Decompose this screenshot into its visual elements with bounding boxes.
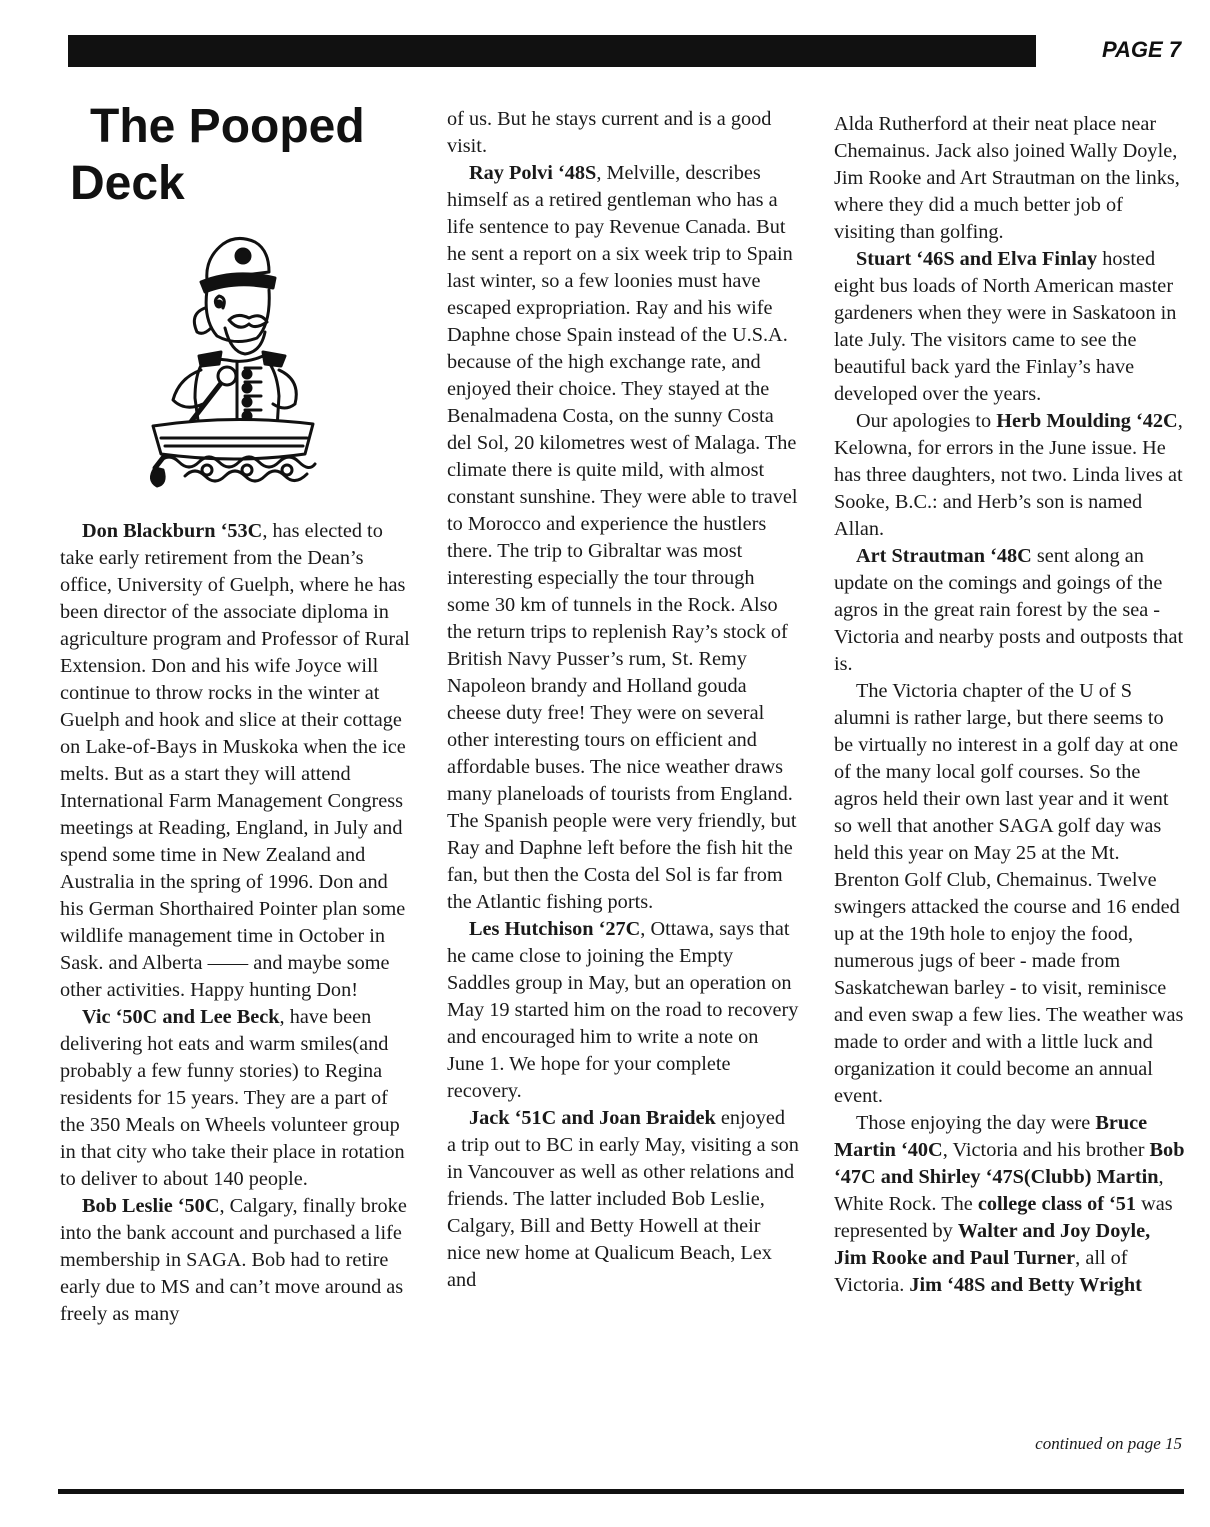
member-name: college class of ‘51 [977, 1193, 1137, 1215]
member-name: Ray Polvi ‘48S [469, 162, 597, 184]
article-paragraph [447, 916, 799, 1105]
paragraph-text: , all of Victoria. [834, 1247, 1128, 1296]
paragraph-text: hosted eight bus loads of North American master gardeners when they were in Saskatoon in late July. The visitors came to see the beautiful back yard the Finlay’s have developed over the years. [834, 248, 1177, 405]
article-paragraph [447, 1105, 799, 1294]
member-name: Walter and Joy Doyle, Jim Rooke and Paul Turner [834, 1220, 1151, 1269]
header-rule [68, 35, 1036, 67]
article-paragraph [834, 678, 1186, 1110]
article-paragraph [447, 106, 799, 160]
paragraph-text: sent along an update on the comings and goings of the agros in the great rain forest by the sea - Victoria and nearby posts and outposts that is. [834, 545, 1184, 675]
paragraph-text: , Melville, describes himself as a retired gentleman who has a life sentence to pay Revenue Canada. But he sent a report on a six week trip to Spain last winter, so a few loonies must have escaped expropriation. Ray and his wife Daphne chose Spain instead of the U.S.A. because of the high exchange rate, and enjoyed their choice. They stayed at the Benalmadena Costa, on the sunny Costa del Sol, 20 kilometres west of Malaga. The climate there is quite mild, with almost constant sunshine. They were able to travel to Morocco and experience the hustlers there. The trip to Gibraltar was most interesting especially the tour through some 30 km of tunnels in the Rock. Also the return trips to replenish Ray’s stock of British Navy Pusser’s rum, St. Remy Napoleon brandy and Holland gouda cheese duty free! They were on several other interesting tours on efficient and affordable buses. The nice weather draws many planeloads of tourists from England. The Spanish people were very friendly, but Ray and Daphne left before the fish hit the fan, but then the Costa del Sol is far from the Atlantic fishing ports. [447, 162, 798, 913]
article-column-2 [447, 106, 799, 1294]
paragraph-text: , Kelowna, for errors in the June issue. He has three daughters, not two. Linda lives at Sooke, B.C.: and Herb’s son is named Allan. [834, 410, 1183, 540]
paragraph-text: , Ottawa, says that he came close to joining the Empty Saddles group in May, but an operation on May 19 started him on the road to recovery and encouraged him to write a note on June 1. We hope for your complete recovery. [447, 918, 799, 1102]
member-name: Vic ‘50C and Lee Beck [82, 1006, 280, 1028]
paragraph-text: Alda Rutherford at their neat place near Chemainus. Jack also joined Wally Doyle, Jim Rooke and Art Strautman on the links, where they did a much better job of visiting than golfing. [834, 113, 1180, 243]
article-column-1 [60, 518, 412, 1328]
member-name: Bob ‘47C and Shirley ‘47S(Clubb) Martin [834, 1139, 1185, 1188]
article-column-3 [834, 111, 1186, 1299]
paragraph-text: of us. But he stays current and is a good visit. [447, 108, 772, 157]
paragraph-text: , White Rock. The [834, 1166, 1164, 1215]
article-paragraph [834, 1110, 1186, 1299]
member-name: Les Hutchison ‘27C [469, 918, 641, 940]
footer-rule [58, 1489, 1184, 1494]
paragraph-text: , Calgary, finally broke into the bank account and purchased a life membership in SAGA. Bob had to retire early due to MS and can’t move around as freely as many [60, 1195, 407, 1325]
continued-note: continued on page 15 [1035, 1434, 1182, 1453]
member-name: Bruce Martin ‘40C [834, 1112, 1148, 1161]
member-name: Jack ‘51C and Joan Braidek [469, 1107, 716, 1129]
page-title-line-2: Deck [70, 157, 185, 210]
page-title [70, 98, 410, 212]
paragraph-text: , has elected to take early retirement from the Dean’s office, University of Guelph, where he has been director of the associate diploma in agriculture program and Professor of Rural Extension. Don and his wife Joyce will continue to throw rocks in the winter at Guelph and hook and slice at their cottage on Lake-of-Bays in Muskoka when the ice melts. But as a start they will attend International Farm Management Congress meetings at Reading, England, in July and spend some time in New Zealand and Australia in the spring of 1996. Don and his German Shorthaired Pointer plan some wildlife management time in October in Sask. and Alberta —— and maybe some other activities. Happy hunting Don! [60, 520, 410, 1001]
member-name: Stuart ‘46S and Elva Finlay [856, 248, 1098, 270]
paragraph-text: Our apologies to [856, 410, 997, 432]
page-number: PAGE 7 [1102, 37, 1182, 62]
article-paragraph [834, 111, 1186, 246]
article-paragraph [834, 408, 1186, 543]
member-name: Bob Leslie ‘50C [82, 1195, 220, 1217]
paragraph-text: Those enjoying the day were [856, 1112, 1096, 1134]
member-name: Don Blackburn ‘53C [82, 520, 263, 542]
article-paragraph [60, 518, 412, 1004]
article-paragraph [60, 1193, 412, 1328]
article-paragraph [834, 543, 1186, 678]
paragraph-text: , have been delivering hot eats and warm smiles(and probably a few funny stories) to Regina residents for 15 years. They are a part of the 350 Meals on Wheels volunteer group in that city who take their place in rotation to deliver to about 140 people. [60, 1006, 405, 1190]
article-paragraph [60, 1004, 412, 1193]
paragraph-text: enjoyed a trip out to BC in early May, visiting a son in Vancouver as well as other relations and friends. The latter included Bob Leslie, Calgary, Bill and Betty Howell at their nice new home at Qualicum Beach, Lex and [447, 1107, 799, 1291]
member-name: Herb Moulding ‘42C [996, 410, 1178, 432]
member-name: Art Strautman ‘48C [856, 545, 1032, 567]
page-title-line-1: The Pooped [90, 100, 365, 153]
sailor-captain-rowboat-cartoon-icon [145, 228, 317, 496]
article-paragraph [447, 160, 799, 916]
member-name: Jim ‘48S and Betty Wright [909, 1274, 1142, 1296]
paragraph-text: was represented by [834, 1193, 1173, 1242]
article-paragraph [834, 246, 1186, 408]
paragraph-text: The Victoria chapter of the U of S alumni is rather large, but there seems to be virtually no interest in a golf day at one of the many local golf courses. So the agros held their own last year and it went so well that another SAGA golf day was held this year on May 25 at the Mt. Brenton Golf Club, Chemainus. Twelve swingers attacked the course and 16 ended up at the 19th hole to enjoy the food, numerous jugs of beer - made from Saskatchewan barley - to visit, reminisce and even swap a few lies. The weather was made to order and with a little luck and organization it could become an annual event. [834, 680, 1184, 1107]
paragraph-text: , Victoria and his brother [942, 1139, 1150, 1161]
